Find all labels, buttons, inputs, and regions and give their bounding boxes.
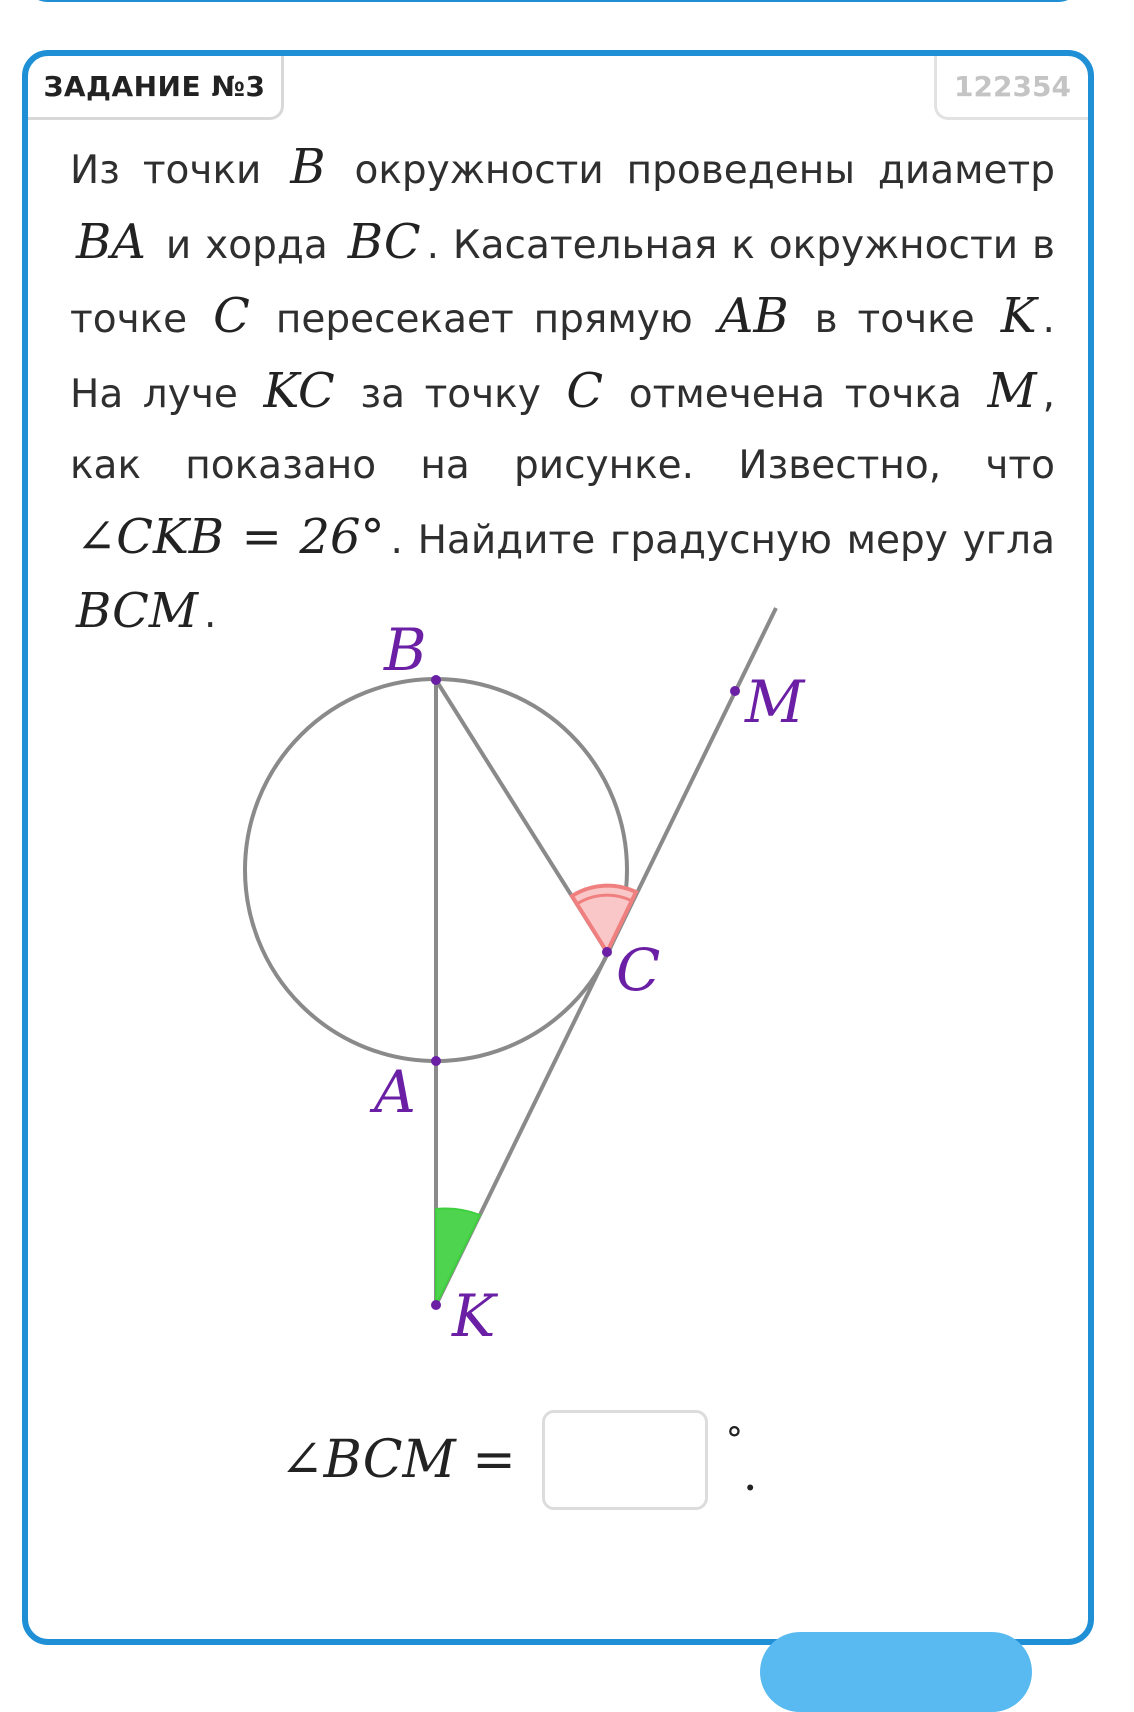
label-m: M bbox=[745, 668, 805, 736]
point-a bbox=[431, 1056, 441, 1066]
problem-word: . На луче bbox=[70, 297, 1055, 417]
problem-word: . bbox=[204, 592, 217, 637]
math-angle-bcm: BCM bbox=[76, 583, 199, 639]
math-point-c: C bbox=[566, 362, 604, 419]
problem-word: Из точки bbox=[70, 148, 262, 193]
label-a: A bbox=[374, 1058, 416, 1126]
problem-word: , как показано на рисунке. Известно, что bbox=[70, 371, 1055, 488]
problem-word: . Касательная к окружности в точке bbox=[70, 222, 1055, 342]
answer-row bbox=[280, 1408, 840, 1512]
math-line-ab: AB bbox=[718, 288, 789, 344]
math-angle-ckb: ∠CKB = 26° bbox=[76, 508, 385, 565]
bottom-button[interactable] bbox=[760, 1632, 1032, 1712]
point-m bbox=[730, 686, 740, 696]
answer-period: . bbox=[742, 1447, 758, 1501]
math-segment-bc: BC bbox=[347, 213, 421, 270]
math-segment-ba: BA bbox=[76, 213, 146, 270]
degree-sign: ° bbox=[725, 1420, 743, 1460]
problem-word: окружности проведены диаметр bbox=[354, 148, 1056, 193]
point-b bbox=[431, 675, 441, 685]
problem-word: за точку bbox=[360, 371, 541, 417]
problem-word: в точке bbox=[814, 297, 975, 342]
math-point-b: B bbox=[290, 139, 326, 195]
task-id-badge: 122354 bbox=[934, 56, 1088, 120]
math-point-m: M bbox=[987, 362, 1037, 419]
problem-word: пересекает прямую bbox=[275, 297, 693, 342]
label-c: C bbox=[616, 936, 661, 1004]
answer-label: ∠BCM = bbox=[280, 1430, 516, 1490]
problem-word: . Найдите градусную меру угла bbox=[390, 517, 1055, 563]
point-k bbox=[431, 1300, 441, 1310]
task-number-label: ЗАДАНИЕ №3 bbox=[28, 56, 284, 120]
problem-word: и хорда bbox=[165, 222, 328, 268]
answer-input[interactable] bbox=[542, 1410, 708, 1510]
problem-word: отмечена точка bbox=[628, 371, 962, 417]
point-c bbox=[602, 947, 612, 957]
math-ray-kc: KC bbox=[263, 362, 335, 419]
label-k: K bbox=[452, 1282, 496, 1350]
label-b: B bbox=[384, 616, 427, 684]
math-point-c: C bbox=[213, 288, 250, 344]
math-point-k: K bbox=[1000, 288, 1037, 344]
